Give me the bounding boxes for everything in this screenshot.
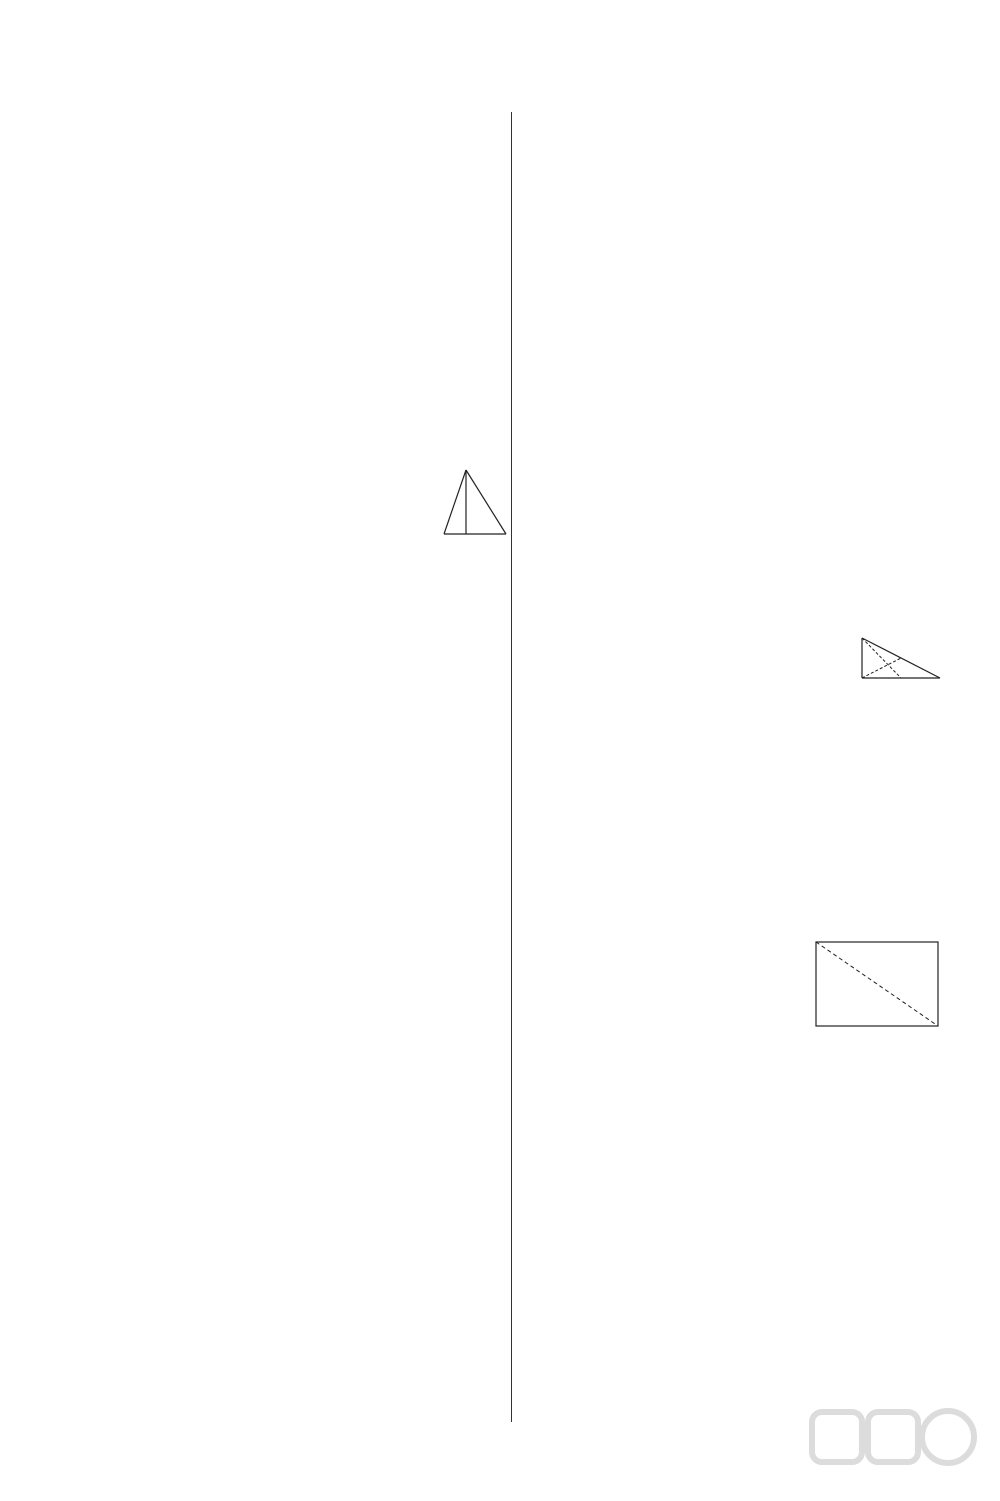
watermark-logo bbox=[808, 1406, 978, 1490]
staircase-figure bbox=[800, 934, 950, 1042]
triangle-figure-bcp bbox=[850, 630, 950, 694]
triangle-figure-abc bbox=[436, 460, 516, 554]
column-divider bbox=[511, 112, 512, 1422]
